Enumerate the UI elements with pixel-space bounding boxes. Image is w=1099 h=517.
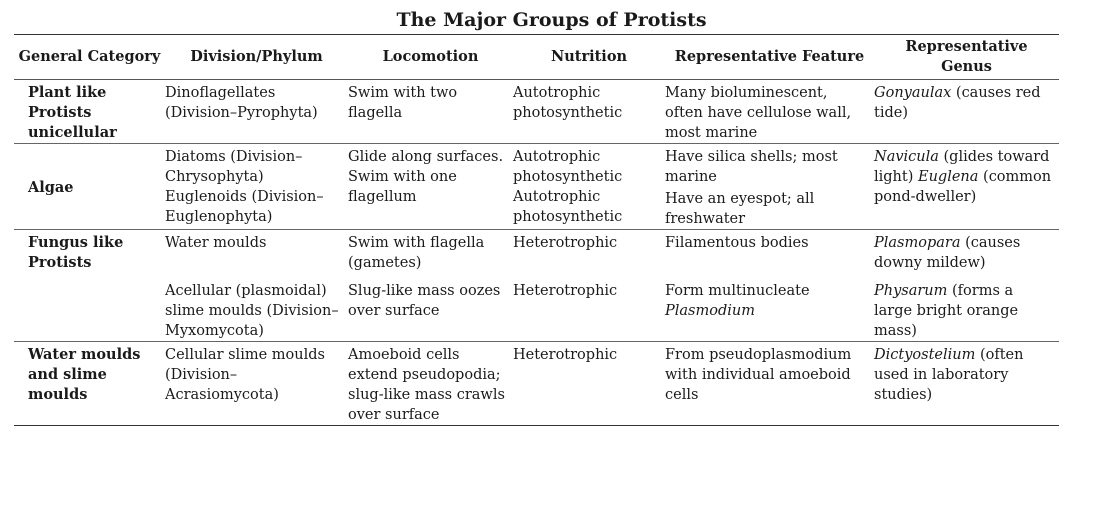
cell-genus bbox=[874, 80, 1059, 144]
genus-name: Euglena bbox=[918, 169, 979, 185]
cell-genus bbox=[874, 342, 1059, 426]
nutrition-diatoms: Autotrophic photosynthetic bbox=[513, 149, 623, 185]
locomotion-diatoms: Glide along surfaces. bbox=[348, 149, 504, 165]
cell-division: Acellular (plasmoidal) slime moulds (Division–Myxomycota) bbox=[165, 283, 339, 339]
nutrition-euglenoids: Autotrophic photosynthetic bbox=[513, 189, 623, 225]
cell-category: Fungus like Protists bbox=[28, 234, 124, 271]
cell-category: Water moulds and slime moulds bbox=[28, 346, 141, 403]
cell-feature bbox=[665, 281, 874, 342]
genus-name: Physarum bbox=[874, 283, 948, 299]
feature-italic: Plasmodium bbox=[665, 303, 755, 319]
cell-nutrition: Heterotrophic bbox=[513, 283, 618, 299]
table-row bbox=[14, 80, 1059, 144]
document-page bbox=[14, 8, 1059, 426]
cell-division: Cellular slime moulds (Division–Acrasiomycota) bbox=[165, 347, 325, 403]
page-title: The Major Groups of Protists bbox=[396, 9, 707, 31]
cell-nutrition: Autotrophic photosynthetic bbox=[513, 85, 623, 121]
header-division: Division/Phylum bbox=[190, 48, 323, 65]
table-header-row bbox=[14, 35, 1059, 80]
cell-nutrition: Heterotrophic bbox=[513, 347, 618, 363]
table-row bbox=[14, 281, 1059, 342]
cell-locomotion: Swim with flagella (gametes) bbox=[348, 235, 485, 271]
cell-locomotion: Swim with two flagella bbox=[348, 85, 458, 121]
table-row bbox=[14, 230, 1059, 282]
genus-note: (causes red tide) bbox=[874, 85, 1041, 121]
genus-note: (common pond-dweller) bbox=[874, 169, 1052, 205]
genus-name: Plasmopara bbox=[874, 235, 961, 251]
cell-category: Algae bbox=[28, 179, 74, 196]
cell-category: Plant like Protists unicellular bbox=[28, 84, 117, 141]
genus-note: (forms a large bright orange mass) bbox=[874, 283, 1019, 339]
header-genus: Representative Genus bbox=[905, 38, 1028, 75]
feature-euglenoids: Have an eyespot; all freshwater bbox=[665, 191, 815, 227]
header-nutrition: Nutrition bbox=[550, 48, 628, 65]
header-category: General Category bbox=[18, 48, 161, 65]
genus-name: Navicula bbox=[874, 149, 939, 165]
genus-name: Dictyostelium bbox=[874, 347, 976, 363]
header-locomotion: Locomotion bbox=[382, 48, 479, 65]
genus-note: (often used in laboratory studies) bbox=[874, 347, 1024, 403]
cell-locomotion: Slug-like mass oozes over surface bbox=[348, 283, 501, 319]
feature-text: Form multinucleate bbox=[665, 283, 810, 299]
cell-locomotion: Amoeboid cells extend pseudopodia; slug-like mass crawls over surface bbox=[348, 347, 505, 423]
genus-name: Gonyaulax bbox=[874, 85, 952, 101]
cell-feature bbox=[665, 144, 874, 230]
genus-note: (causes downy mildew) bbox=[874, 235, 1021, 271]
division-diatoms: Diatoms (Division–Chrysophyta) bbox=[165, 149, 303, 185]
genus-note: (glides toward light) bbox=[874, 149, 1050, 185]
cell-division bbox=[165, 144, 348, 230]
table-row bbox=[14, 144, 1059, 230]
cell-genus bbox=[874, 144, 1059, 230]
cell-nutrition bbox=[513, 144, 665, 230]
feature-diatoms: Have silica shells; most marine bbox=[665, 149, 838, 185]
cell-genus bbox=[874, 281, 1059, 342]
cell-locomotion bbox=[348, 144, 513, 230]
locomotion-euglenoids: Swim with one flagellum bbox=[348, 169, 457, 205]
cell-division: Water moulds bbox=[165, 235, 267, 251]
table-row bbox=[14, 342, 1059, 426]
cell-feature: Many bioluminescent, often have cellulose wall, most marine bbox=[665, 85, 852, 141]
cell-division: Dinoflagellates (Division–Pyrophyta) bbox=[165, 85, 318, 121]
division-euglenoids: Euglenoids (Division–Euglenophyta) bbox=[165, 189, 324, 225]
cell-category bbox=[14, 281, 165, 342]
cell-genus bbox=[874, 230, 1059, 282]
protists-table bbox=[14, 34, 1059, 426]
cell-feature: From pseudoplasmodium with individual amoeboid cells bbox=[665, 347, 852, 403]
header-feature: Representative Feature bbox=[674, 48, 865, 65]
cell-nutrition: Heterotrophic bbox=[513, 235, 618, 251]
cell-feature: Filamentous bodies bbox=[665, 235, 809, 251]
